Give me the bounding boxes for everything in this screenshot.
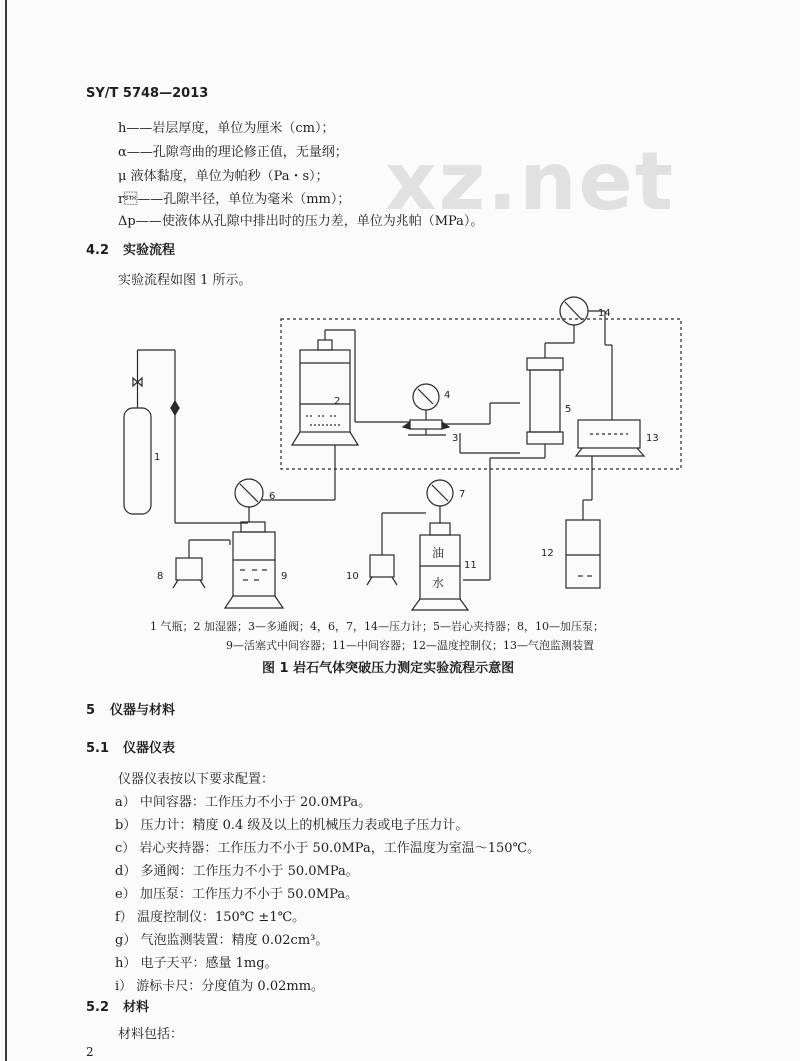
instrument-item-i: i） 游标卡尺：分度值为 0.02mm。 [115,979,325,994]
figure-1-caption-line-1: 1 气瓶；2 加湿器；3—多通阀；4，6，7，14—压力计；5—岩心夹持器；8，10—加压泵； [150,620,604,633]
pressure-gauge-6 [235,445,335,522]
instrument-item-b: b） 压力计：精度 0.4 级及以上的机械压力表或电子压力计。 [115,818,469,833]
label-6: 6 [269,491,276,502]
label-11: 11 [464,560,477,571]
figure-1-title: 图 1 岩石气体突破压力测定实验流程示意图 [262,661,515,676]
instrument-item-d: d） 多通阀：工作压力不小于 50.0MPa。 [115,864,359,879]
instrument-item-h: h） 电子天平：感量 1mg。 [115,956,278,971]
pressure-gauge-14 [560,297,612,345]
label-8: 8 [157,571,164,582]
section-5-1-title: 仪器仪表 [123,741,176,756]
intermediate-container [382,513,468,610]
section-5-2-intro: 材料包括： [118,1027,184,1042]
watermark: xz.net [385,135,676,228]
multiport-valve [403,403,520,453]
gas-cylinder [124,350,248,523]
pressure-gauge-4 [413,384,439,420]
instrument-item-g: g） 气泡监测装置：精度 0.02cm³。 [115,933,329,948]
thermostat-boundary [281,319,681,469]
section-5-title: 仪器与材料 [110,703,176,718]
piston-container [189,522,283,608]
section-5-1-number: 5.1 [86,741,110,756]
section-4-2-intro: 实验流程如图 1 所示。 [118,273,252,288]
figure-1-caption-line-2: 9—活塞式中间容器；11—中间容器；12—温度控制仪；13—气泡监测装置 [226,639,594,652]
label-10: 10 [346,571,359,582]
document-code: SY/T 5748—2013 [86,86,209,101]
pressure-pump-10 [367,555,397,585]
section-5-2-title: 材料 [123,1000,150,1015]
instrument-item-a: a） 中间容器：工作压力不小于 20.0MPa。 [115,795,372,810]
pressure-gauge-7 [427,480,453,523]
instrument-item-e: e） 加压泵：工作压力不小于 50.0MPa。 [115,887,359,902]
pressure-pump-8 [173,540,205,588]
section-4-2-title: 实验流程 [123,243,176,258]
definition-radius: r——孔隙半径，单位为毫米（mm）； [118,192,351,207]
label-13: 13 [646,433,659,444]
instrument-item-f: f） 温度控制仪：150℃ ±1℃。 [115,910,306,925]
label-water: 水 [432,576,445,590]
label-oil: 油 [432,546,445,560]
definition-mu: μ 液体黏度，单位为帕秒（Pa・s）； [118,169,329,184]
label-1: 1 [154,452,161,463]
section-4-2-number: 4.2 [86,243,110,258]
page-number: 2 [86,1045,94,1059]
label-14: 14 [598,308,611,319]
definition-h: h——岩层厚度，单位为厘米（cm）； [118,121,335,136]
instrument-item-c: c） 岩心夹持器：工作压力不小于 50.0MPa，工作温度为室温～150℃。 [115,841,541,856]
label-2: 2 [334,396,341,407]
label-4: 4 [444,390,451,401]
section-5-number: 5 [86,703,96,718]
label-12: 12 [541,548,554,559]
definition-delta-p: Δp——使液体从孔隙中排出时的压力差，单位为兆帕（MPa）。 [118,214,484,229]
label-7: 7 [459,489,466,500]
label-9: 9 [281,571,288,582]
definition-alpha: α——孔隙弯曲的理论修正值，无量纲； [118,145,348,160]
humidifier [292,330,410,445]
label-3: 3 [452,433,459,444]
temperature-controller [566,520,600,588]
section-5-1-intro: 仪器仪表按以下要求配置： [118,772,275,787]
label-5: 5 [565,404,572,415]
section-5-2-number: 5.2 [86,1000,110,1015]
bubble-monitor [576,345,644,520]
